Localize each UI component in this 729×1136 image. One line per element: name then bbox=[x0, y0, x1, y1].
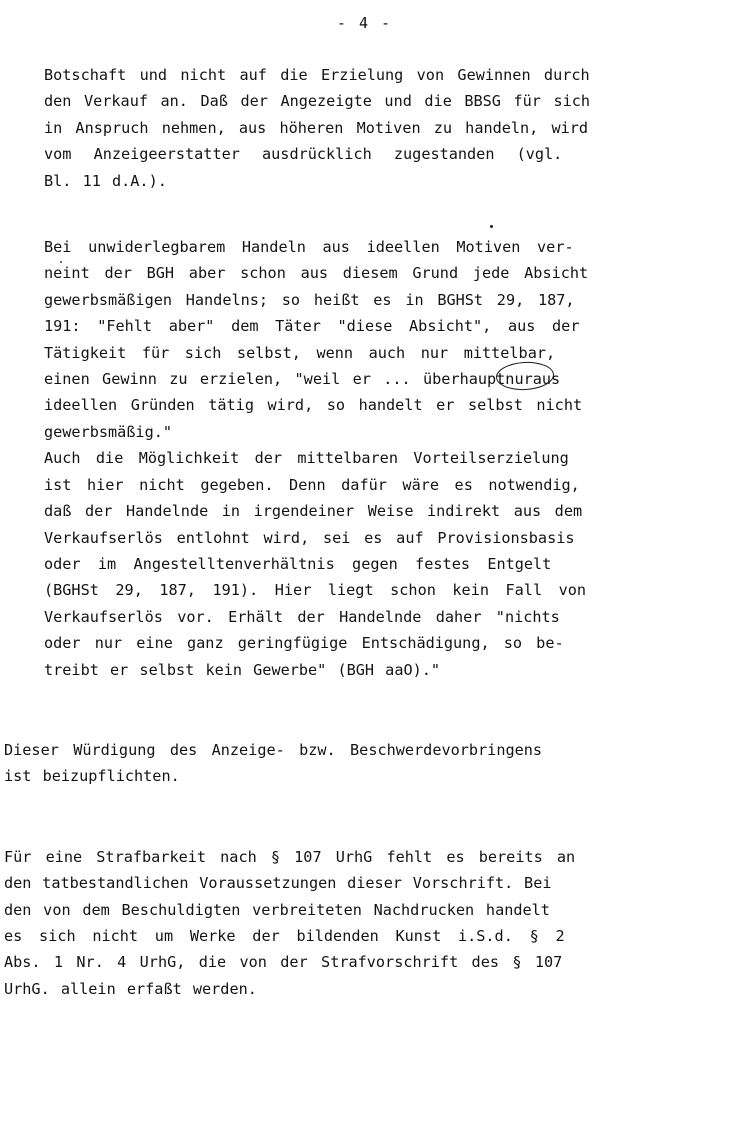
text-line: Dieser Würdigung des Anzeige- bzw. Beschwerdevorbringens bbox=[4, 740, 543, 759]
text-line-with-circled-word bbox=[44, 366, 719, 392]
text-line: Verkaufserlös entlohnt wird, sei es auf Provisionsbasis bbox=[44, 528, 575, 547]
text-line: oder im Angestelltenverhältnis gegen festes Entgelt bbox=[44, 554, 552, 573]
paragraph-gap bbox=[0, 683, 729, 737]
text-line: ideellen Gründen tätig wird, so handelt er selbst nicht bbox=[44, 396, 583, 415]
text-line: es sich nicht um Werke der bildenden Kunst i.S.d. § 2 bbox=[4, 926, 565, 945]
text-segment-after-circle: aus bbox=[532, 370, 561, 389]
text-line: daß der Handelnde in irgendeiner Weise indirekt aus dem bbox=[44, 502, 583, 521]
text-line: Botschaft und nicht auf die Erzielung von Gewinnen durch bbox=[44, 66, 590, 84]
text-line: UrhG. allein erfaßt werden. bbox=[4, 979, 257, 998]
paragraph-5 bbox=[4, 844, 719, 1002]
paragraph-4 bbox=[4, 737, 719, 790]
circled-word-wrapper bbox=[505, 366, 532, 392]
text-line: Bei unwiderlegbarem Handeln aus ideellen Motiven ver- bbox=[44, 238, 574, 257]
document-page bbox=[0, 14, 729, 1136]
text-line: 191: "Fehlt aber" dem Täter "diese Absicht", aus der bbox=[44, 317, 580, 336]
page-number: - 4 - bbox=[336, 14, 393, 32]
text-line: Bl. 11 d.A.). bbox=[44, 171, 167, 190]
text-line: den tatbestandlichen Voraussetzungen dieser Vorschrift. Bei bbox=[4, 874, 552, 893]
ink-speck bbox=[490, 225, 493, 228]
text-line: Verkaufserlös vor. Erhält der Handelnde daher "nichts bbox=[44, 607, 560, 626]
text-segment-before-circle: einen Gewinn zu erzielen, "weil er ... überhaupt bbox=[44, 370, 506, 389]
text-line: (BGHSt 29, 187, 191). Hier liegt schon kein Fall von bbox=[44, 581, 587, 600]
text-line: oder nur eine ganz geringfügige Entschädigung, so be- bbox=[44, 634, 564, 653]
text-line: Für eine Strafbarkeit nach § 107 UrhG fehlt es bereits an bbox=[4, 847, 576, 866]
text-line: Auch die Möglichkeit der mittelbaren Vorteilserzielung bbox=[44, 449, 569, 468]
text-line: neint der BGH aber schon aus diesem Grund jede Absicht bbox=[44, 264, 589, 283]
circled-word: nur bbox=[505, 370, 533, 389]
text-line: den Verkauf an. Daß der Angezeigte und die BBSG für sich bbox=[44, 92, 591, 111]
text-line: Tätigkeit für sich selbst, wenn auch nur mittelbar, bbox=[44, 343, 556, 362]
text-line: treibt er selbst kein Gewerbe" (BGH aaO)." bbox=[44, 660, 441, 679]
paragraph-gap bbox=[0, 194, 729, 234]
text-line: den von dem Beschuldigten verbreiteten Nachdrucken handelt bbox=[4, 900, 550, 919]
paragraph-2 bbox=[44, 234, 719, 683]
text-line: Abs. 1 Nr. 4 UrhG, die von der Strafvorschrift des § 107 bbox=[4, 953, 563, 972]
paragraph-gap bbox=[0, 790, 729, 844]
text-line: ist hier nicht gegeben. Denn dafür wäre es notwendig, bbox=[44, 475, 580, 494]
text-line: in Anspruch nehmen, aus höheren Motiven zu handeln, wird bbox=[44, 118, 589, 137]
paragraph-1 bbox=[44, 62, 719, 194]
text-line: gewerbsmäßigen Handelns; so heißt es in BGHSt 29, 187, bbox=[44, 290, 575, 309]
ink-speck-secondary bbox=[60, 261, 62, 263]
text-line: ist beizupflichten. bbox=[4, 767, 180, 786]
text-line: gewerbsmäßig." bbox=[44, 422, 173, 441]
text-line: vom Anzeigeerstatter ausdrücklich zugestanden (vgl. bbox=[44, 145, 563, 164]
